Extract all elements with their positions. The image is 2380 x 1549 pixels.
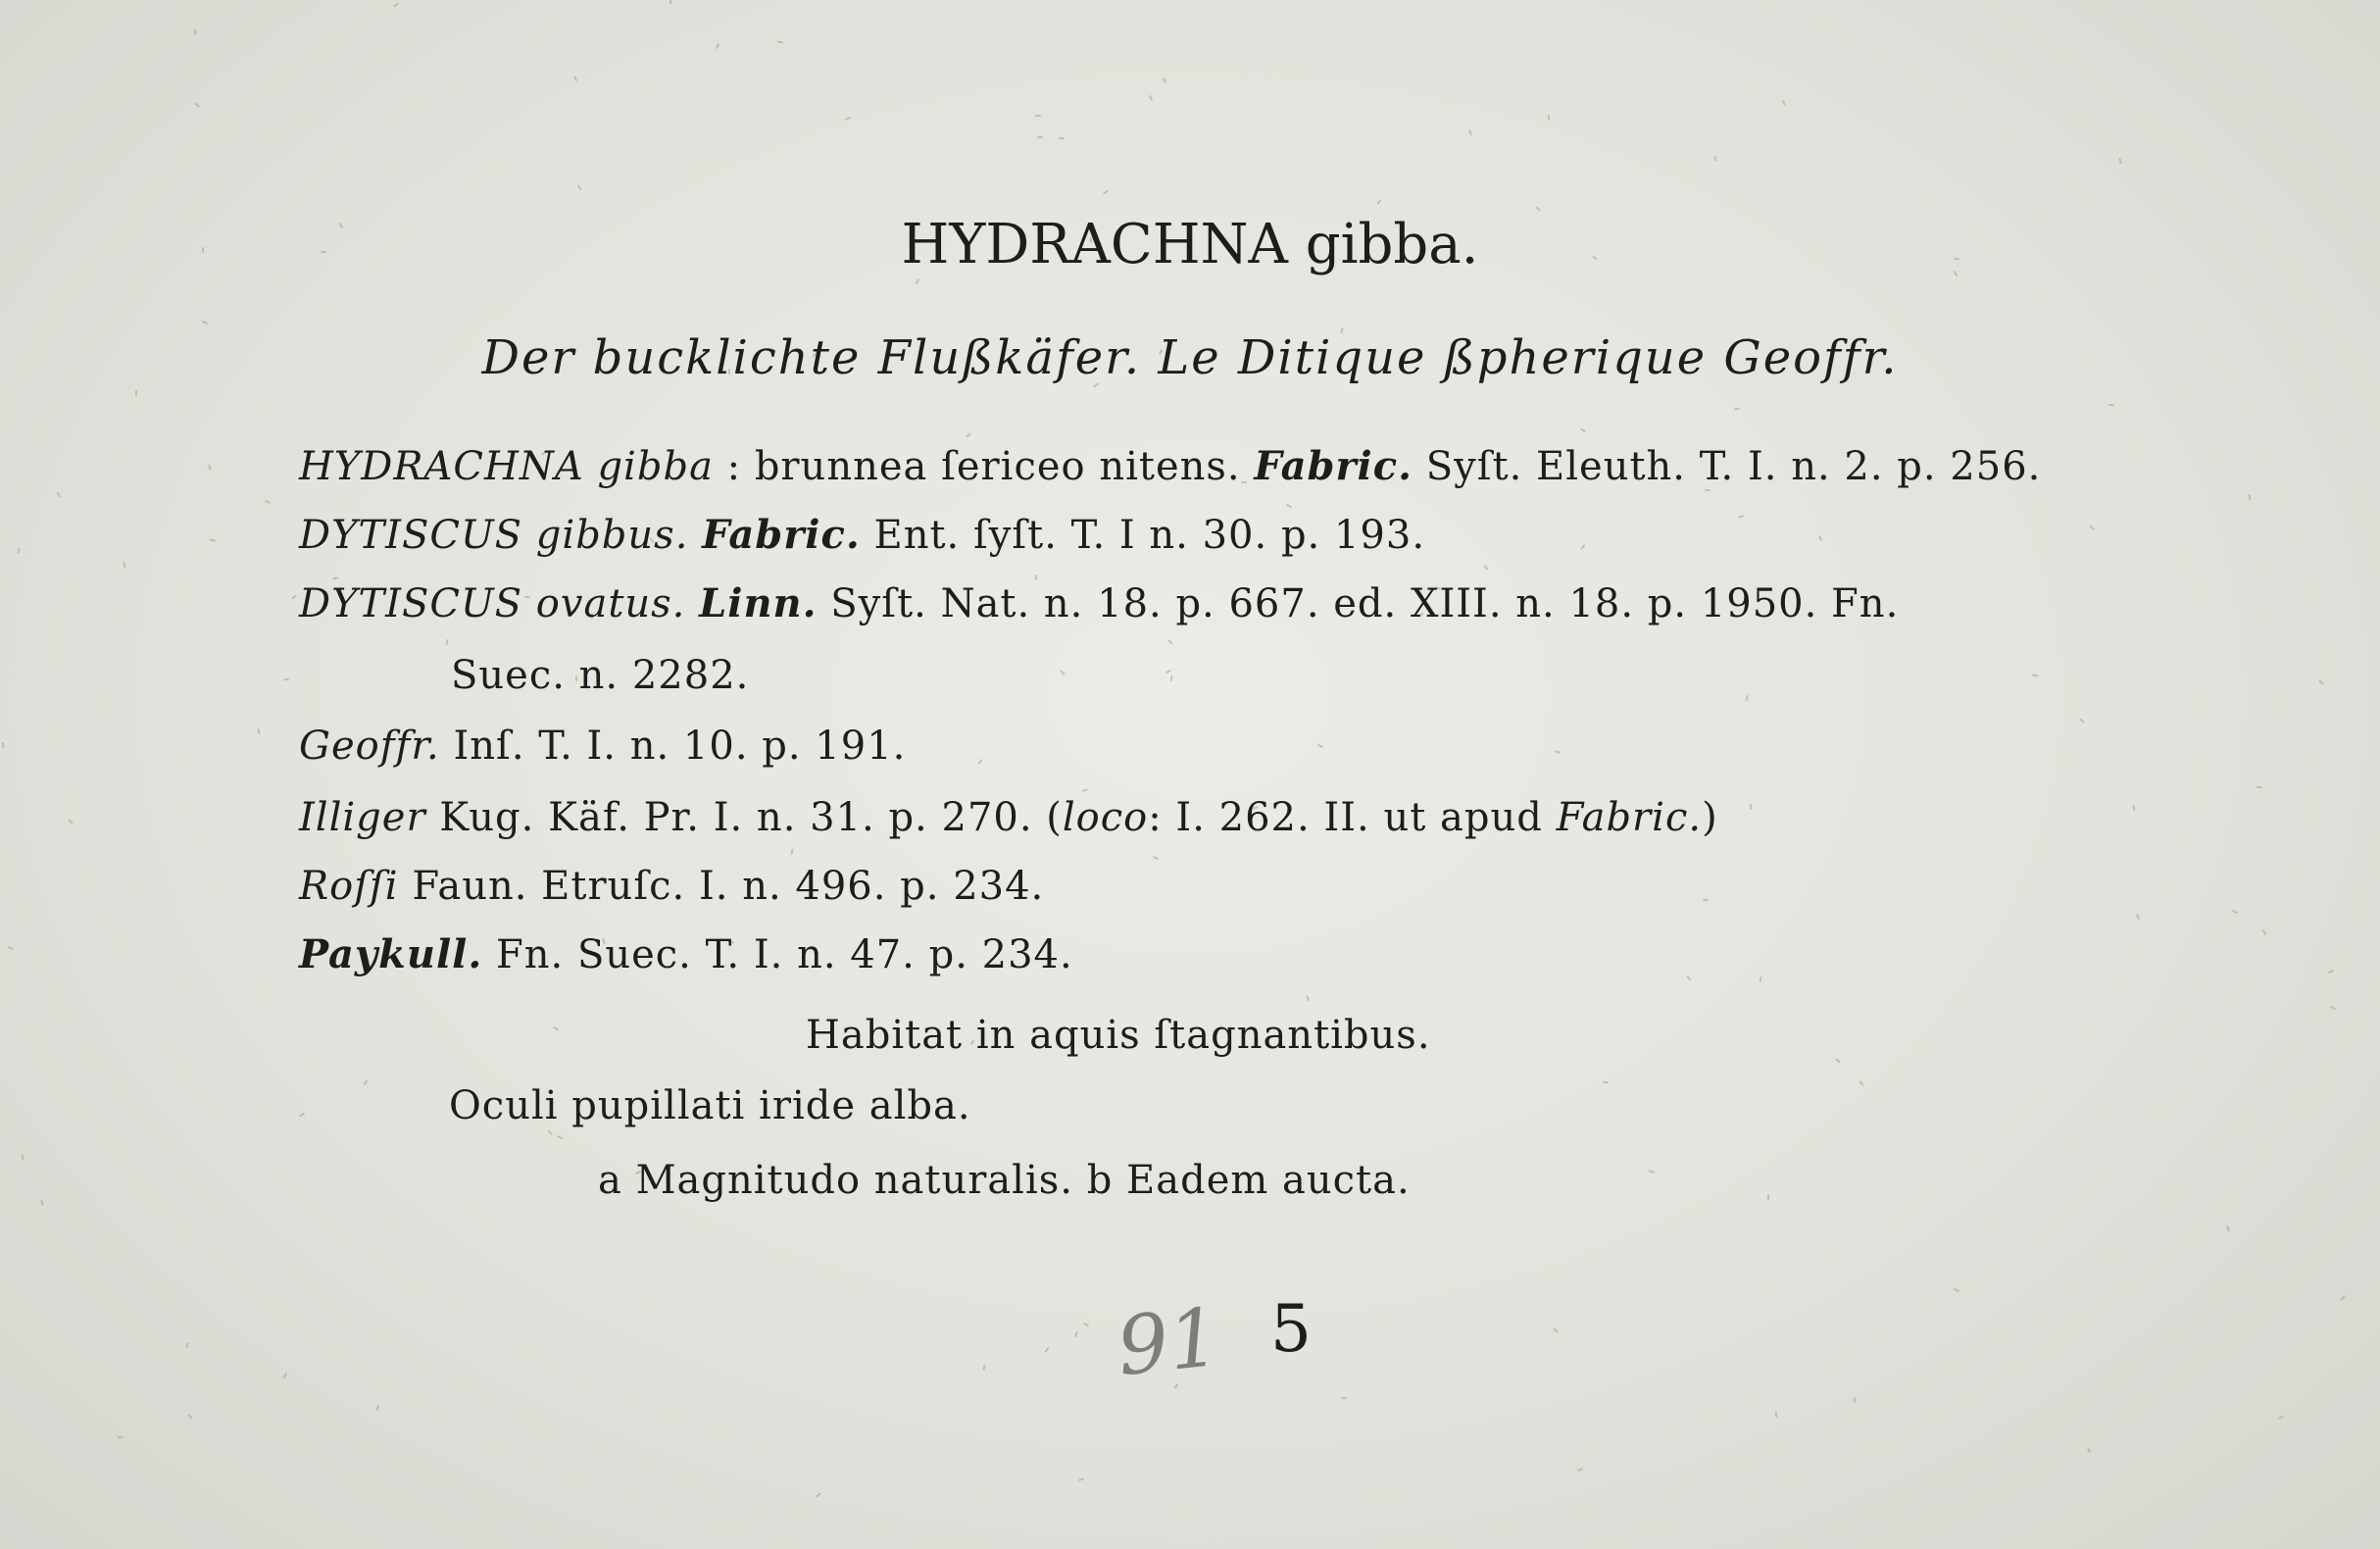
paper-fleck bbox=[283, 1373, 288, 1378]
paper-fleck bbox=[577, 184, 582, 190]
paper-fleck bbox=[845, 117, 851, 121]
description-line: Oculi pupillati iride alba. bbox=[449, 1083, 971, 1128]
paper-fleck bbox=[1103, 189, 1109, 194]
paper-fleck bbox=[202, 321, 208, 325]
figure-caption: a Magnitudo naturalis. b Eadem aucta. bbox=[598, 1158, 1411, 1203]
habitat-line: Habitat in aquis ſtagnantibus. bbox=[806, 1013, 1431, 1058]
synonym-fragment: Faun. Etruſc. I. n. 496. p. 234. bbox=[398, 864, 1045, 909]
common-names: Der bucklichte Flußkäfer. Le Ditique ßpherique Geoffr. bbox=[481, 330, 1899, 385]
title-genus: HYDRACHNA bbox=[901, 213, 1288, 276]
paper-fleck bbox=[393, 3, 399, 8]
synonym-fragment: Paykull. bbox=[299, 931, 483, 977]
paper-fleck bbox=[1854, 1397, 1857, 1403]
paper-fleck bbox=[1774, 1412, 1777, 1418]
paper-fleck bbox=[1734, 408, 1740, 411]
paper-fleck bbox=[1548, 115, 1550, 121]
paper-fleck bbox=[375, 1405, 379, 1411]
synonym-fragment: Suec. n. 2282. bbox=[451, 653, 750, 698]
paper-fleck bbox=[187, 1414, 193, 1420]
paper-fleck bbox=[363, 1079, 368, 1085]
paper-fleck bbox=[2079, 718, 2085, 724]
paper-fleck bbox=[790, 849, 793, 855]
synonym-line bbox=[299, 931, 1073, 978]
pencil-mark: 91 bbox=[1113, 1290, 1224, 1395]
paper-fleck bbox=[2032, 674, 2038, 676]
paper-fleck bbox=[194, 103, 200, 108]
synonym-fragment: Inſ. T. I. n. 10. p. 191. bbox=[439, 724, 907, 769]
paper-fleck bbox=[1078, 1477, 1084, 1481]
paper-fleck bbox=[1060, 670, 1066, 675]
paper-fleck bbox=[1153, 856, 1159, 860]
paper-fleck bbox=[1167, 639, 1173, 644]
paper-fleck bbox=[8, 946, 14, 950]
paper-fleck bbox=[1760, 976, 1762, 982]
paper-fleck bbox=[1835, 1058, 1841, 1063]
paper-fleck bbox=[1649, 1170, 1655, 1173]
paper-fleck bbox=[777, 40, 783, 43]
paper-fleck bbox=[1082, 788, 1088, 792]
synonym-fragment: Ent. ſyſt. T. I n. 30. p. 193. bbox=[860, 513, 1426, 558]
paper-fleck bbox=[1074, 1331, 1077, 1337]
page-title bbox=[0, 214, 2380, 276]
paper-fleck bbox=[816, 1492, 821, 1497]
paper-fleck bbox=[1341, 1397, 1347, 1399]
synonym-fragment: loco bbox=[1062, 795, 1149, 840]
paper-fleck bbox=[557, 1135, 563, 1139]
paper-fleck bbox=[1580, 428, 1586, 433]
paper-fleck bbox=[669, 0, 672, 4]
paper-fleck bbox=[2340, 1295, 2346, 1301]
paper-fleck bbox=[2132, 805, 2135, 811]
paper-fleck bbox=[1818, 535, 1823, 541]
synonym-fragment: Fabric. bbox=[702, 512, 861, 558]
paper-fleck bbox=[2108, 404, 2114, 406]
synonym-fragment: : brunnea ſericeo nitens. bbox=[713, 444, 1255, 489]
paper-fleck bbox=[2318, 679, 2324, 684]
synonym-fragment: Fabric. bbox=[1254, 443, 1413, 489]
paper-fleck bbox=[1859, 1080, 1863, 1086]
paper-fleck bbox=[2278, 1416, 2284, 1420]
paper-fleck bbox=[1162, 77, 1166, 83]
paper-fleck bbox=[716, 43, 719, 49]
paper-fleck bbox=[1059, 137, 1065, 140]
synonym-fragment: : I. 262. II. ut apud bbox=[1148, 795, 1557, 840]
paper-fleck bbox=[68, 819, 73, 824]
synonym-fragment: HYDRACHNA gibba bbox=[299, 444, 714, 489]
paper-fleck bbox=[1037, 136, 1043, 138]
paper-fleck bbox=[1555, 750, 1561, 754]
paper-fleck bbox=[291, 595, 297, 600]
synonym-fragment: Kug. Käf. Pr. I. n. 31. p. 270. ( bbox=[425, 795, 1063, 840]
paper-fleck bbox=[1483, 565, 1488, 571]
paper-fleck bbox=[17, 548, 20, 554]
paper-fleck bbox=[40, 1200, 43, 1206]
paper-fleck bbox=[573, 75, 578, 81]
paper-fleck bbox=[1535, 206, 1541, 211]
synonym-fragment: Illiger bbox=[299, 795, 426, 840]
synonym-fragment: Roſſi bbox=[299, 864, 399, 909]
paper-fleck bbox=[553, 1026, 559, 1031]
paper-fleck bbox=[185, 1342, 189, 1348]
paper-fleck bbox=[283, 678, 289, 681]
paper-fleck bbox=[124, 562, 126, 568]
paper-fleck bbox=[2087, 1447, 2091, 1453]
paper-fleck bbox=[1577, 1468, 1583, 1472]
synonym-fragment: Linn. bbox=[699, 580, 818, 626]
paper-fleck bbox=[1603, 1081, 1609, 1083]
synonym-line bbox=[299, 794, 1718, 841]
synonym-fragment: DYTISCUS gibbus. bbox=[299, 513, 689, 558]
synonym-fragment bbox=[688, 513, 702, 558]
paper-fleck bbox=[210, 538, 216, 541]
paper-fleck bbox=[1149, 95, 1153, 101]
paper-fleck bbox=[208, 465, 211, 471]
paper-fleck bbox=[1306, 995, 1310, 1001]
paper-fleck bbox=[1954, 1288, 1959, 1292]
paper-fleck bbox=[2262, 929, 2267, 935]
paper-fleck bbox=[2248, 494, 2251, 500]
paper-fleck bbox=[265, 500, 271, 504]
paper-fleck bbox=[2330, 1006, 2336, 1011]
paper-fleck bbox=[982, 1365, 985, 1371]
paper-fleck bbox=[135, 390, 137, 396]
paper-fleck bbox=[299, 1113, 305, 1118]
paper-fleck bbox=[1714, 156, 1717, 162]
paper-fleck bbox=[2118, 158, 2122, 164]
paper-fleck bbox=[2089, 525, 2095, 530]
synonym-fragment: Syſt. Eleuth. T. I. n. 2. p. 256. bbox=[1413, 444, 2042, 489]
paper-fleck bbox=[2136, 914, 2140, 920]
paper-fleck bbox=[1083, 1323, 1089, 1326]
paper-fleck bbox=[1750, 804, 1752, 810]
paper-fleck bbox=[1170, 675, 1173, 681]
paper-fleck bbox=[1738, 515, 1744, 518]
paper-fleck bbox=[1686, 975, 1692, 981]
paper-fleck bbox=[22, 1154, 25, 1160]
paper-fleck bbox=[547, 1129, 552, 1135]
paper-fleck bbox=[57, 492, 61, 498]
paper-fleck bbox=[1035, 115, 1041, 118]
paper-fleck bbox=[1703, 899, 1709, 902]
paper-fleck bbox=[1468, 129, 1472, 135]
paper-fleck bbox=[194, 29, 197, 35]
synonym-fragment: Geoffr. bbox=[299, 724, 440, 769]
paper-fleck bbox=[2226, 1225, 2230, 1231]
paper-fleck bbox=[1746, 695, 1749, 701]
paper-fleck bbox=[446, 639, 449, 645]
title-species: gibba. bbox=[1305, 213, 1479, 276]
paper-fleck bbox=[1044, 1347, 1049, 1353]
paper-fleck bbox=[1286, 504, 1292, 509]
synonym-line bbox=[299, 863, 1044, 910]
paper-fleck bbox=[966, 432, 971, 437]
paper-fleck bbox=[257, 728, 261, 734]
synonym-fragment: DYTISCUS ovatus. bbox=[299, 581, 686, 626]
paper-fleck bbox=[118, 1436, 124, 1439]
paper-fleck bbox=[1553, 1327, 1559, 1332]
synonym-line bbox=[451, 652, 749, 699]
synonym-fragment: Fn. Suec. T. I. n. 47. p. 234. bbox=[482, 932, 1073, 977]
synonym-line bbox=[299, 580, 1899, 627]
synonym-line bbox=[299, 443, 2041, 490]
synonym-fragment: ) bbox=[1702, 795, 1718, 840]
paper-fleck bbox=[977, 759, 982, 765]
synonym-fragment bbox=[685, 581, 699, 626]
paper-fleck bbox=[1317, 744, 1323, 749]
paper-fleck bbox=[1782, 100, 1786, 106]
synonym-line bbox=[299, 512, 1425, 559]
paper-fleck bbox=[1165, 670, 1171, 675]
paper-fleck bbox=[2232, 910, 2238, 914]
synonym-fragment: Syſt. Nat. n. 18. p. 667. ed. XIII. n. 18. p. 1950. Fn. bbox=[817, 581, 1900, 626]
synonym-line bbox=[299, 723, 906, 770]
paper-fleck bbox=[2328, 970, 2334, 974]
paper-fleck bbox=[1580, 544, 1586, 550]
paper-fleck bbox=[2256, 786, 2262, 789]
page-number: 5 bbox=[1270, 1291, 1312, 1367]
synonym-fragment: Fabric. bbox=[1556, 795, 1703, 840]
paper-fleck bbox=[1767, 1194, 1769, 1200]
paper-fleck bbox=[916, 278, 920, 284]
paper-fleck bbox=[2, 742, 5, 748]
paper-fleck bbox=[1376, 199, 1381, 205]
